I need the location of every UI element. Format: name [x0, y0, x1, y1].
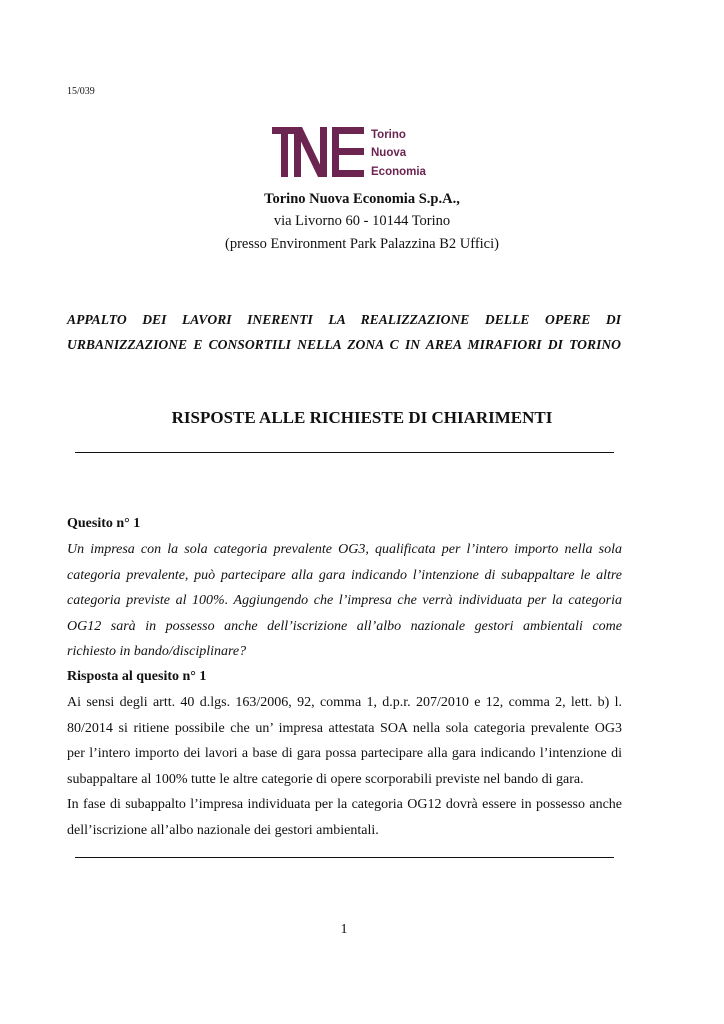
answer-line: dell’iscrizione all’albo nazionale dei gestori ambientali. [67, 822, 379, 838]
divider-bottom [75, 857, 614, 858]
company-location: (presso Environment Park Palazzina B2 Uffici) [225, 236, 499, 252]
tender-title [67, 307, 621, 357]
logo-text-torino: Torino [371, 129, 406, 141]
page-number: 1 [340, 922, 348, 937]
answer-heading: Risposta al quesito n° 1 [67, 669, 207, 684]
question-line: categoria previste al 100%. Aggiungendo che l’impresa che verrà individuata per la categoria [67, 593, 622, 608]
company-address: via Livorno 60 - 10144 Torino [273, 213, 451, 229]
answer-line: Ai sensi degli artt. 40 d.lgs. 163/2006, 92, comma 1, d.p.r. 207/2010 e 12, comma 2, lett. b) l. [67, 695, 622, 710]
tender-title-line: APPALTO DEI LAVORI INERENTI LA REALIZZAZIONE DELLE OPERE DI [67, 312, 621, 327]
tender-title-line: URBANIZZAZIONE E CONSORTILI NELLA ZONA C IN AREA MIRAFIORI DI TORINO [67, 337, 621, 352]
question-line: OG12 sarà in possesso anche dell’iscrizione all’albo nazionale gestori ambientali come [67, 618, 622, 634]
answer-line: 80/2014 si ritiene possibile che un’ impresa attestata SOA nella sola categoria prevalente OG3 [67, 720, 622, 736]
logo-text-economia: Economia [371, 166, 426, 178]
tne-logo [270, 126, 430, 178]
answer-line: subappaltare al 100% tutte le altre categorie di opere scorporabili previste nel bando di gara. [67, 771, 584, 787]
section-title: RISPOSTE ALLE RICHIESTE DI CHIARIMENTI [171, 408, 553, 427]
question-text [67, 537, 622, 665]
divider-top [75, 452, 614, 453]
answer-text [67, 690, 622, 843]
question-line: Un impresa con la sola categoria prevalente OG3, qualificata per l’intero importo nella sola [67, 542, 622, 557]
question-heading: Quesito n° 1 [67, 516, 141, 531]
question-line: richiesto in bando/disciplinare? [67, 644, 247, 659]
document-reference: 15/039 [67, 86, 95, 97]
company-name: Torino Nuova Economia S.p.A., [264, 191, 460, 207]
logo-text-nuova: Nuova [371, 147, 407, 159]
answer-line: per l’intero importo dei lavori a base di gara possa partecipare alla gara indicando l’intenzione di [67, 746, 622, 761]
question-line: categoria prevalente, può partecipare alla gara indicando l’intenzione di subappaltare le altre [67, 567, 622, 583]
answer-line: In fase di subappalto l’impresa individuata per la categoria OG12 dovrà essere in possesso anche [67, 797, 622, 812]
